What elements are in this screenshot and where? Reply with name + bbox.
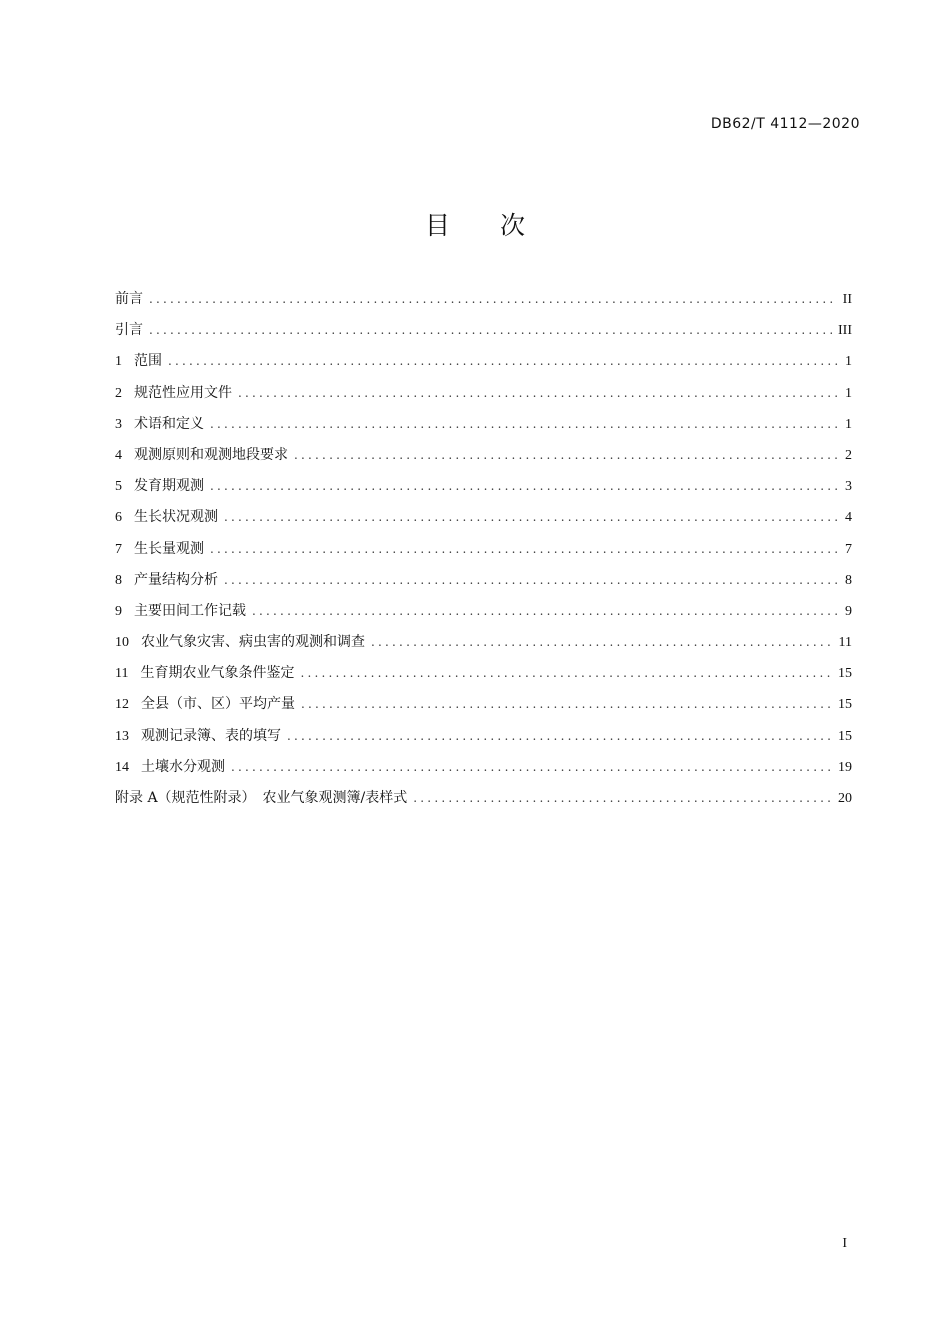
toc-entry-section-12[interactable]: [115, 691, 852, 722]
toc-entry-section-14[interactable]: [115, 754, 852, 785]
toc-entry-number: 10: [115, 635, 129, 651]
toc-entry-section-3[interactable]: [115, 411, 852, 442]
toc-entry-page: II: [842, 292, 852, 307]
toc-entry-number: 8: [115, 572, 122, 588]
toc-entry-number: 6: [115, 510, 122, 526]
toc-entry-number: 5: [115, 479, 122, 495]
toc-leader-dots: [224, 504, 839, 530]
toc-entry-page: 15: [838, 728, 852, 744]
toc-list: [115, 286, 852, 816]
toc-entry-page: 3: [845, 479, 852, 495]
toc-entry-title: 生长量观测: [134, 540, 204, 557]
toc-entry-page: 7: [845, 541, 852, 557]
toc-entry-introduction[interactable]: [115, 317, 852, 348]
toc-entry-section-6[interactable]: [115, 504, 852, 535]
toc-entry-title: 前言: [115, 291, 143, 307]
toc-entry-title: 生长状况观测: [134, 509, 218, 526]
toc-leader-dots: [300, 660, 832, 686]
toc-entry-number: 12: [115, 697, 129, 713]
toc-entry-section-5[interactable]: [115, 473, 852, 504]
toc-entry-section-11[interactable]: [115, 660, 852, 691]
toc-entry-title: 全县（市、区）平均产量: [141, 696, 295, 713]
toc-entry-page: 1: [845, 385, 852, 401]
toc-title: [0, 206, 950, 242]
toc-leader-dots: [301, 691, 832, 717]
toc-entry-section-10[interactable]: [115, 629, 852, 660]
toc-entry-section-13[interactable]: [115, 723, 852, 754]
toc-entry-number: 11: [115, 666, 129, 682]
toc-entry-title: 观测记录簿、表的填写: [141, 727, 281, 744]
toc-entry-page: 15: [838, 666, 852, 682]
toc-entry-title: 规范性应用文件: [134, 384, 232, 401]
toc-entry-page: 1: [845, 416, 852, 432]
toc-entry-title: 土壤水分观测: [141, 758, 225, 775]
toc-entry-page: 8: [845, 572, 852, 588]
toc-entry-title: 主要田间工作记载: [134, 602, 246, 619]
toc-entry-title: 生育期农业气象条件鉴定: [140, 665, 295, 682]
toc-entry-number: 9: [115, 603, 122, 619]
toc-entry-number: 13: [115, 728, 129, 744]
toc-entry-page: 9: [845, 603, 852, 619]
toc-leader-dots: [210, 473, 839, 499]
toc-entry-section-8[interactable]: [115, 567, 852, 598]
toc-entry-title: 产量结构分析: [134, 571, 218, 588]
toc-entry-section-2[interactable]: [115, 380, 852, 411]
toc-leader-dots: [371, 629, 833, 655]
page-number: I: [842, 1236, 847, 1251]
toc-entry-number: 2: [115, 385, 122, 401]
toc-entry-foreword[interactable]: [115, 286, 852, 317]
toc-entry-number: 4: [115, 447, 122, 463]
toc-leader-dots: [294, 442, 839, 468]
toc-entry-appendix-a[interactable]: [115, 785, 852, 816]
toc-title-char-1: 目: [424, 211, 450, 240]
toc-entry-title: 术语和定义: [134, 415, 204, 432]
toc-leader-dots: [238, 380, 839, 406]
toc-leader-dots: [231, 754, 832, 780]
toc-entry-section-1[interactable]: [115, 348, 852, 379]
toc-leader-dots: [210, 411, 839, 437]
toc-entry-page: 15: [838, 697, 852, 713]
toc-entry-section-4[interactable]: [115, 442, 852, 473]
toc-title-char-2: 次: [500, 211, 526, 240]
toc-leader-dots: [210, 536, 839, 562]
toc-entry-page: 11: [838, 635, 852, 651]
toc-entry-number: 7: [115, 541, 122, 557]
toc-leader-dots: [168, 348, 839, 374]
toc-leader-dots: [413, 785, 832, 811]
toc-entry-page: 20: [838, 791, 852, 806]
toc-entry-title: 范围: [134, 353, 162, 370]
toc-entry-title: 附录 A（规范性附录） 农业气象观测簿/表样式: [115, 790, 408, 806]
toc-entry-page: 2: [845, 447, 852, 463]
toc-leader-dots: [149, 286, 837, 312]
toc-entry-number: 1: [115, 354, 122, 370]
toc-entry-page: III: [838, 323, 852, 339]
toc-entry-title: 发育期观测: [134, 478, 204, 495]
toc-entry-section-7[interactable]: [115, 536, 852, 567]
toc-leader-dots: [224, 567, 839, 593]
toc-leader-dots: [252, 598, 839, 624]
toc-entry-section-9[interactable]: [115, 598, 852, 629]
toc-entry-title: 观测原则和观测地段要求: [134, 446, 288, 463]
document-code: DB62/T 4112—2020: [710, 116, 860, 132]
toc-leader-dots: [149, 317, 832, 343]
toc-entry-page: 1: [845, 354, 852, 370]
toc-entry-number: 14: [115, 759, 129, 775]
toc-entry-page: 19: [838, 759, 852, 775]
toc-entry-title: 农业气象灾害、病虫害的观测和调查: [141, 634, 365, 651]
toc-entry-page: 4: [845, 510, 852, 526]
toc-entry-number: 3: [115, 416, 122, 432]
toc-entry-title: 引言: [115, 322, 143, 339]
toc-leader-dots: [287, 723, 832, 749]
